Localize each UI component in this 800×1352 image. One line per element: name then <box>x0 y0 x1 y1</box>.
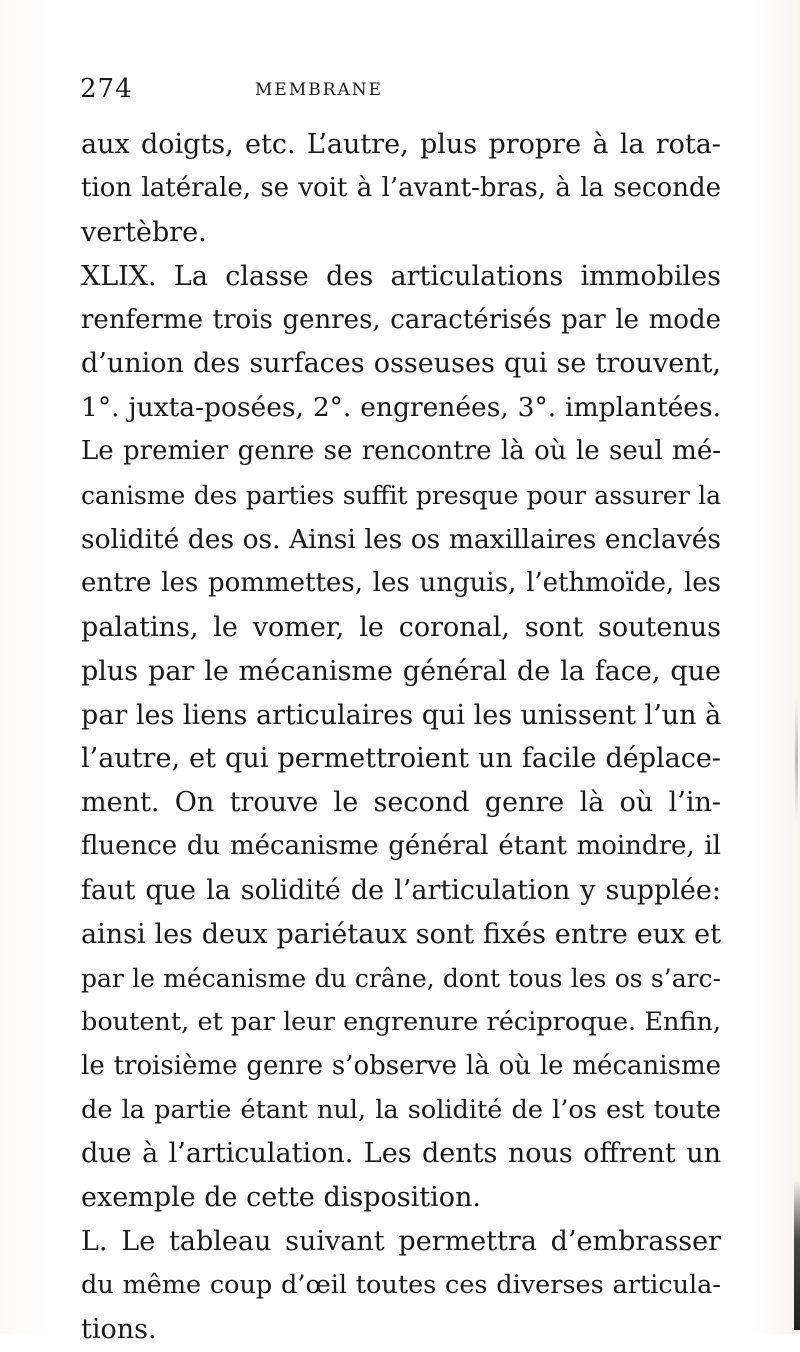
text-line: boutent, et par leur engrenure réciproque. Enfin, <box>81 1006 721 1037</box>
text-line: 1°. juxta-posées, 2°. engrenées, 3°. implantées. <box>81 392 721 424</box>
text-line: solidité des os. Ainsi les os maxillaires enclavés <box>81 524 721 556</box>
text-line: renferme trois genres, caractérisés par le mode <box>81 304 721 335</box>
text-line: de la partie étant nul, la solidité de l’os est toute <box>81 1094 721 1125</box>
text-line: d’union des surfaces osseuses qui se trouvent, <box>81 348 721 380</box>
text-line: par les liens articulaires qui les unissent l’un à <box>81 699 722 731</box>
text-line: tion latérale, se voit à l’avant-bras, à la seconde <box>81 172 721 203</box>
text-line: plus par le mécanisme général de la face, que <box>81 655 721 687</box>
text-line: palatins, le vomer, le coronal, sont soutenus <box>81 611 721 643</box>
text-line: ment. On trouve le second genre là où l’in- <box>81 787 721 819</box>
text-line: vertèbre. <box>81 216 207 248</box>
body-text <box>81 123 721 1352</box>
text-line: L. Le tableau suivant permettra d’embrasser <box>81 1226 721 1258</box>
page-edge-binding-mark <box>794 1180 800 1330</box>
text-line: exemple de cette disposition. <box>81 1182 481 1214</box>
text-line: canisme des parties suffit presque pour assurer la <box>81 481 721 511</box>
text-line: fluence du mécanisme général étant moindre, il <box>81 831 721 862</box>
text-line: du même coup d’œil toutes ces diverses articula- <box>81 1270 721 1301</box>
text-line: due à l’articulation. Les dents nous offrent un <box>81 1138 721 1170</box>
text-line: ainsi les deux pariétaux sont fixés entre eux et <box>81 919 721 951</box>
text-line: l’autre, et qui permettroient un facile déplace- <box>81 743 721 775</box>
text-line: aux doigts, etc. L’autre, plus propre à la rota- <box>81 129 721 160</box>
text-line: entre les pommettes, les unguis, l’ethmoïde, les <box>81 567 721 598</box>
text-line: le troisième genre s’observe là où le mécanisme <box>81 1050 721 1081</box>
running-head: MEMBRANE <box>255 80 384 100</box>
page-edge-shadow <box>795 700 798 820</box>
text-line: par le mécanisme du crâne, dont tous les os s’arc- <box>81 963 721 993</box>
text-line: Le premier genre se rencontre là où le seul mé- <box>81 436 721 467</box>
text-line: faut que la solidité de l’articulation y supplée: <box>81 875 721 907</box>
text-line: XLIX. La classe des articulations immobiles <box>81 260 721 292</box>
page-header <box>80 72 720 112</box>
page-number: 274 <box>80 74 133 104</box>
text-line: tions. <box>81 1314 157 1346</box>
